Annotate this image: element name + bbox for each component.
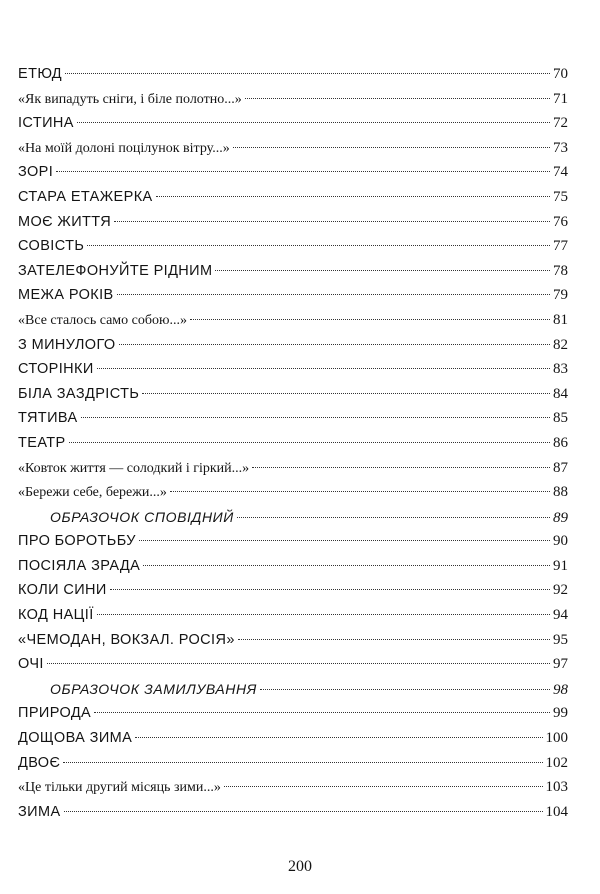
dot-leader — [87, 245, 550, 246]
toc-entry-title: ПОСІЯЛА ЗРАДА — [18, 557, 141, 574]
toc-entry-page: 84 — [553, 385, 568, 402]
toc-entry — [18, 431, 568, 456]
toc-entry-title: КОД НАЦІЇ — [18, 607, 94, 624]
dot-leader — [139, 540, 550, 541]
dot-leader — [233, 147, 550, 148]
toc-entry-title: «ЧЕМОДАН, ВОКЗАЛ. РОСІЯ» — [18, 631, 235, 648]
toc-entry-title: ЗИМА — [18, 803, 61, 820]
toc-entry — [18, 603, 568, 628]
toc-entry-title: «Бережи себе, бережи...» — [18, 485, 167, 501]
toc-entry — [18, 628, 568, 653]
toc-entry — [18, 185, 568, 210]
toc-entry-page: 72 — [553, 115, 568, 132]
toc-entry-title: «Все сталось само собою...» — [18, 312, 187, 328]
toc-entry-title: ПРО БОРОТЬБУ — [18, 533, 136, 550]
dot-leader — [215, 270, 550, 271]
toc-entry-title: СТОРІНКИ — [18, 361, 94, 378]
dot-leader — [245, 98, 550, 99]
toc-entry — [18, 382, 568, 407]
toc-entry — [18, 357, 568, 382]
toc-entry-title: ДВОЄ — [18, 754, 61, 771]
toc-entry-title: ТЯТИВА — [18, 410, 78, 427]
toc-entry-page: 94 — [553, 607, 568, 624]
dot-leader — [142, 393, 550, 394]
toc-entry-page: 83 — [553, 361, 568, 378]
dot-leader — [224, 786, 543, 787]
dot-leader — [114, 221, 550, 222]
toc-entry-title: З МИНУЛОГО — [18, 336, 116, 353]
toc-entry-page: 74 — [553, 164, 568, 181]
toc-entry — [18, 554, 568, 579]
toc-entry — [18, 726, 568, 751]
toc-entry-page: 76 — [553, 213, 568, 230]
toc-entry — [18, 136, 568, 161]
toc-entry-page: 86 — [553, 434, 568, 451]
toc-entry-page: 81 — [553, 311, 568, 328]
toc-entry-page: 95 — [553, 631, 568, 648]
toc-entry-title: ЗОРІ — [18, 164, 54, 181]
toc-entry-title: СОВІСТЬ — [18, 238, 85, 255]
toc-entry-page: 70 — [553, 66, 568, 82]
toc-entry-title: МЕЖА РОКІВ — [18, 287, 114, 304]
toc-section-heading — [18, 677, 568, 702]
dot-leader — [238, 639, 550, 640]
dot-leader — [190, 319, 550, 320]
toc-entry-title: ІСТИНА — [18, 115, 74, 132]
dot-leader — [156, 196, 550, 197]
toc-entry — [18, 578, 568, 603]
toc-entry — [18, 210, 568, 235]
toc-entry-title: СТАРА ЕТАЖЕРКА — [18, 188, 153, 205]
toc-entry — [18, 283, 568, 308]
toc-entry-title: БІЛА ЗАЗДРІСТЬ — [18, 385, 140, 402]
dot-leader — [143, 565, 550, 566]
toc-entry-title: ОЧІ — [18, 656, 44, 673]
dot-leader — [81, 417, 550, 418]
toc-entry-title: «Це тільки другий місяць зими...» — [18, 780, 221, 796]
toc-entry-title: ДОЩОВА ЗИМА — [18, 730, 133, 747]
toc-entry-title: ЗАТЕЛЕФОНУЙТЕ РІДНИМ — [18, 262, 213, 279]
toc-entry-page: 75 — [553, 188, 568, 205]
toc-entry-title: МОЄ ЖИТТЯ — [18, 213, 112, 230]
toc-entry-page: 99 — [553, 705, 568, 722]
dot-leader — [260, 689, 550, 690]
dot-leader — [65, 73, 550, 74]
toc-section-heading — [18, 505, 568, 530]
toc-entry — [18, 111, 568, 136]
toc-entry-page: 92 — [553, 582, 568, 599]
toc-entry-page: 71 — [553, 90, 568, 107]
dot-leader — [237, 517, 550, 518]
toc-entry-page: 89 — [553, 509, 568, 526]
toc-entry-title: ТЕАТР — [18, 434, 66, 451]
dot-leader — [94, 712, 550, 713]
page-number: 200 — [288, 858, 312, 875]
toc-entry-page: 79 — [553, 287, 568, 304]
dot-leader — [119, 344, 550, 345]
toc-entry-page: 98 — [553, 681, 568, 698]
toc-entry-page: 87 — [553, 459, 568, 476]
dot-leader — [64, 811, 543, 812]
table-of-contents — [18, 62, 568, 824]
dot-leader — [252, 467, 550, 468]
toc-entry-page: 102 — [545, 754, 568, 771]
dot-leader — [77, 122, 550, 123]
toc-entry-page: 104 — [545, 803, 568, 820]
toc-entry — [18, 751, 568, 776]
toc-entry — [18, 333, 568, 358]
toc-entry-page: 82 — [553, 336, 568, 353]
toc-entry — [18, 652, 568, 677]
toc-entry — [18, 529, 568, 554]
toc-entry-title: «На моїй долоні поцілунок вітру...» — [18, 140, 230, 156]
toc-entry — [18, 775, 568, 800]
toc-entry — [18, 234, 568, 259]
toc-entry-page: 100 — [545, 730, 568, 747]
dot-leader — [63, 762, 542, 763]
toc-entry — [18, 259, 568, 284]
toc-entry-title: ОБРАЗОЧОК ЗАМИЛУВАННЯ — [50, 680, 257, 697]
toc-entry-title: ОБРАЗОЧОК СПОВІДНИЙ — [50, 508, 234, 525]
dot-leader — [170, 491, 550, 492]
toc-entry-title: ЕТЮД — [18, 66, 62, 82]
toc-entry — [18, 308, 568, 333]
toc-entry-page: 73 — [553, 139, 568, 156]
toc-entry — [18, 456, 568, 481]
toc-entry-title: ПРИРОДА — [18, 705, 92, 722]
dot-leader — [117, 294, 550, 295]
toc-entry-page: 77 — [553, 238, 568, 255]
toc-entry — [18, 800, 568, 825]
dot-leader — [69, 442, 550, 443]
dot-leader — [97, 368, 550, 369]
toc-entry — [18, 87, 568, 112]
toc-entry-page: 88 — [553, 484, 568, 501]
toc-entry-page: 97 — [553, 656, 568, 673]
toc-entry-title: КОЛИ СИНИ — [18, 582, 107, 599]
toc-entry — [18, 701, 568, 726]
toc-entry — [18, 62, 568, 87]
toc-entry — [18, 160, 568, 185]
toc-entry — [18, 406, 568, 431]
toc-entry-page: 91 — [553, 557, 568, 574]
toc-entry-page: 90 — [553, 533, 568, 550]
toc-entry-title: «Як випадуть сніги, і біле полотно...» — [18, 91, 242, 107]
dot-leader — [56, 171, 550, 172]
dot-leader — [97, 614, 550, 615]
toc-entry-page: 78 — [553, 262, 568, 279]
toc-entry — [18, 480, 568, 505]
dot-leader — [47, 663, 550, 664]
dot-leader — [135, 737, 542, 738]
toc-entry-title: «Ковток життя — солодкий і гіркий...» — [18, 460, 250, 476]
dot-leader — [110, 589, 550, 590]
toc-entry-page: 85 — [553, 410, 568, 427]
toc-entry-page: 103 — [545, 779, 568, 796]
